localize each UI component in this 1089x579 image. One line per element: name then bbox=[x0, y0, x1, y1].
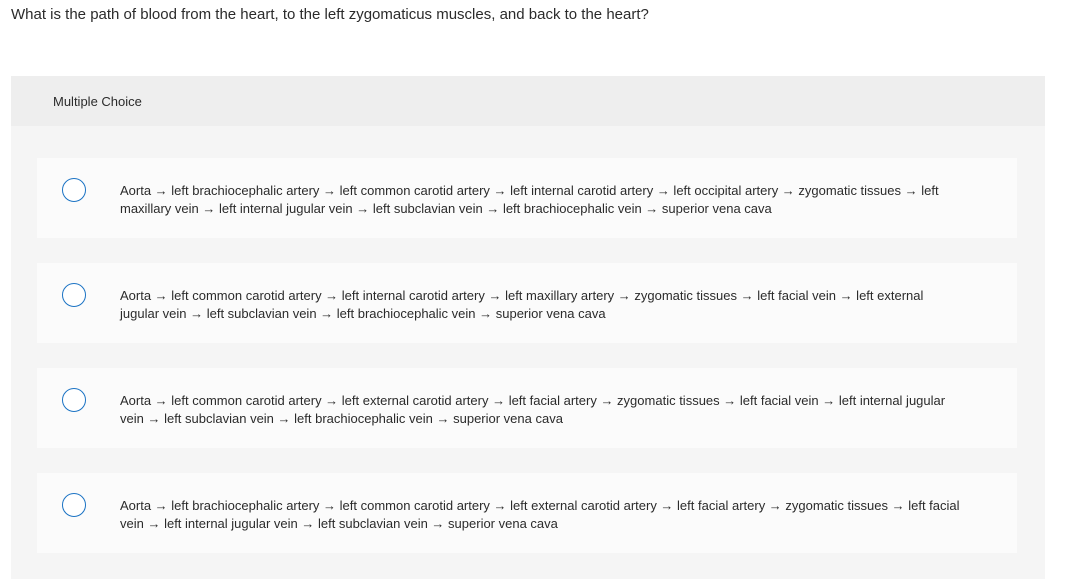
answer-option-text: Aorta → left brachiocephalic artery → left common carotid artery → left internal carotid artery → left occipital artery → zygomatic tissues → left maxillary vein → left internal jugular vein → left subclavian vein → left brachiocephalic vein → superior vena cava bbox=[120, 183, 939, 216]
answer-option-1[interactable] bbox=[37, 158, 1017, 238]
radio-button-icon[interactable] bbox=[62, 388, 86, 412]
radio-button-icon[interactable] bbox=[62, 493, 86, 517]
answer-option-4[interactable] bbox=[37, 473, 1017, 553]
answer-option-text: Aorta → left common carotid artery → left internal carotid artery → left maxillary artery → zygomatic tissues → left facial vein → left external jugular vein → left subclavian vein → left brachiocephalic vein → superior vena cava bbox=[120, 288, 924, 321]
question-text: What is the path of blood from the heart, to the left zygomaticus muscles, and back to the heart? bbox=[11, 6, 649, 23]
multiple-choice-panel bbox=[11, 76, 1045, 579]
answer-option-3[interactable] bbox=[37, 368, 1017, 448]
radio-button-icon[interactable] bbox=[62, 283, 86, 307]
question-type-label: Multiple Choice bbox=[53, 94, 142, 109]
answer-option-text: Aorta → left brachiocephalic artery → left common carotid artery → left external carotid artery → left facial artery → zygomatic tissues → left facial vein → left internal jugular vein → left subclavian vein → superior vena cava bbox=[120, 498, 960, 531]
answer-option-2[interactable] bbox=[37, 263, 1017, 343]
panel-header bbox=[11, 76, 1045, 126]
radio-button-icon[interactable] bbox=[62, 178, 86, 202]
answer-option-text: Aorta → left common carotid artery → left external carotid artery → left facial artery → zygomatic tissues → left facial vein → left internal jugular vein → left subclavian vein → left brachiocephalic vein → superior vena cava bbox=[120, 393, 946, 426]
